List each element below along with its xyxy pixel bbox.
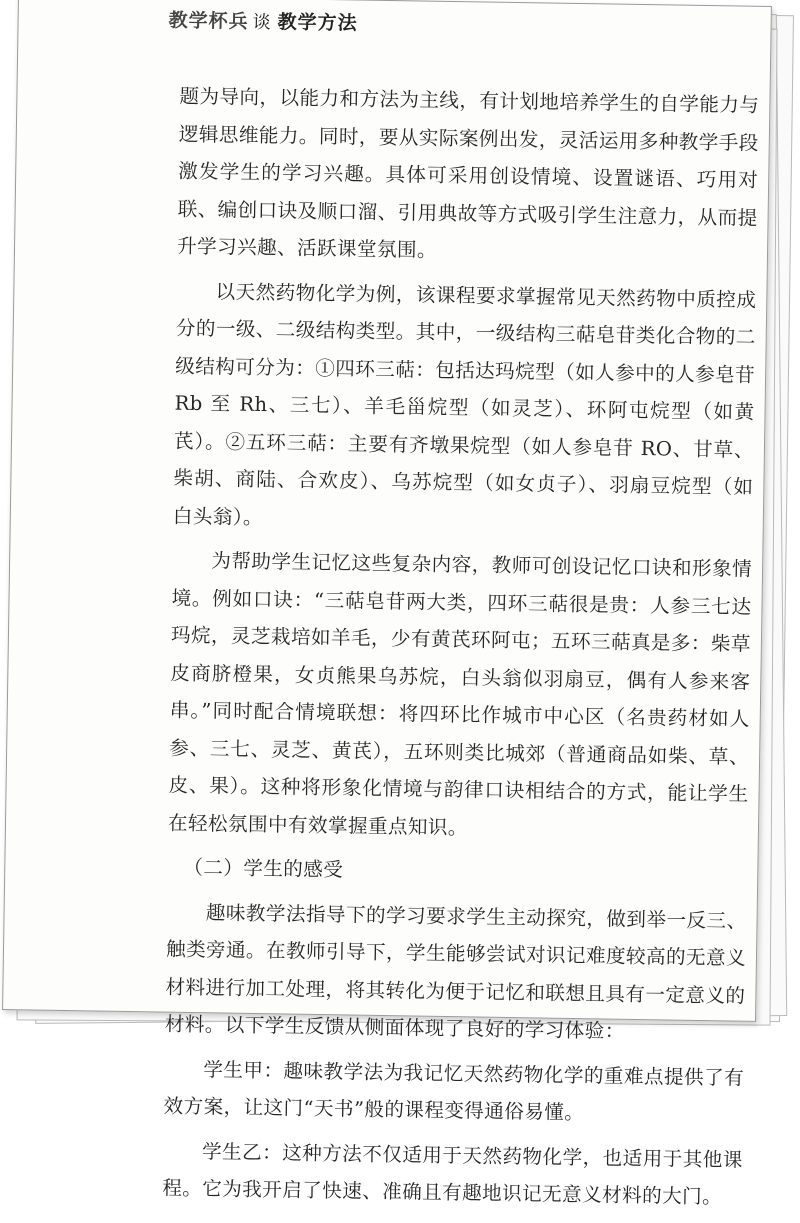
paragraph-mnemonic: 为帮助学生记忆这些复杂内容，教师可创设记忆口诀和形象情境。例如口诀：“三萜皂苷两大类，四环三萜很是贵：人参三七达玛烷，灵芝栽培如羊毛，少有黄芪环阿屯；五环三萜真是多：柴草皮商脐橙果，女贞熊果乌苏烷，白头翁似羽扇豆，偶有人参来客串。”同时配合情境联想：将四环比作城市中心区（名贵药材如人参、三七、灵芝、黄芪），五环则类比城郊（普通商品如柴、草、皮、果）。这种将形象化情境与韵律口诀相结合的方式，能让学生在轻松氛围中有效掌握重点知识。 <box>167 549 753 839</box>
running-header <box>168 6 357 36</box>
paragraph-student-b: 学生乙：这种方法不仅适用于天然药物化学，也适用于其他课程。它为我开启了快速、准确且有趣地识记无意义材料的大门。 <box>162 1139 743 1209</box>
book-page <box>2 0 772 1209</box>
paragraph-continued: 题为导向，以能力和方法为主线，有计划地培养学生的自学能力与逻辑思维能力。同时，要从实际案例出发，灵活运用多种教学手段激发学生的学习兴趣。具体可采用创设情境、设置谜语、巧用对联、编创口诀及顺口溜、引用典故等方式吸引学生注意力，从而提升学习兴趣、活跃课堂氛围。 <box>176 84 760 262</box>
paragraph-example: 以天然药物化学为例，该课程要求掌握常见天然药物中质控成分的一级、二级结构类型。其中，一级结构三萜皂苷类化合物的二级结构可分为：①四环三萜：包括达玛烷型（如人参中的人参皂苷 Rb 至 Rh、三七）、羊毛甾烷型（如灵芝）、环阿屯烷型（如黄芪）。②五环三萜：主要有齐墩果烷型（如人参皂苷 RO、甘草、柴胡、商陆、合欢皮）、乌苏烷型（如女贞子）、羽扇豆烷型（如白头翁）。 <box>172 279 757 529</box>
page-body <box>162 78 760 1223</box>
header-series: 教学杯兵 <box>168 9 249 33</box>
paragraph-student-feeling: 趣味教学法指导下的学习要求学生主动探究，做到举一反三、触类旁通。在教师引导下，学生能够尝试对识记难度较高的无意义材料进行加工处理，将其转化为便于记忆和联想且具有一定意义的材料。以下学生反馈从侧面体现了良好的学习体验： <box>164 900 747 1043</box>
paragraph-student-a: 学生甲：趣味教学法为我记忆天然药物化学的重难点提供了有效方案，让这门“天书”般的课程变得通俗易懂。 <box>163 1057 745 1125</box>
header-connector: 谈 <box>252 11 272 34</box>
header-title: 教学方法 <box>277 11 358 35</box>
section-heading: （二）学生的感受 <box>183 855 344 882</box>
